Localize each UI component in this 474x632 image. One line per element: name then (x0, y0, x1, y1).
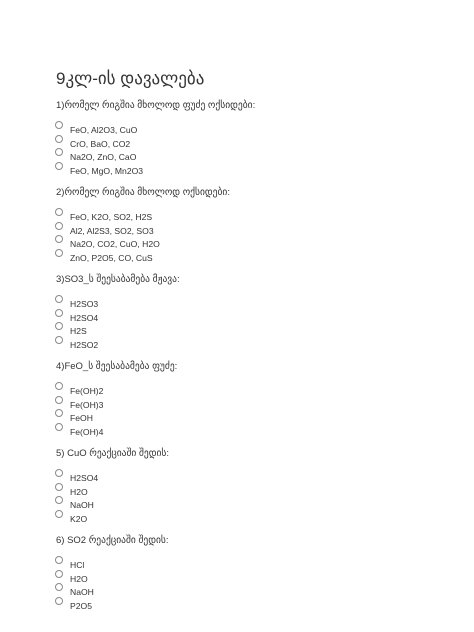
answer-option[interactable] (56, 223, 436, 237)
question-6 (56, 535, 436, 611)
answer-option[interactable] (56, 296, 436, 310)
radio-button-icon[interactable] (55, 469, 63, 477)
option-label: H2SO4 (70, 473, 99, 483)
radio-button-icon[interactable] (55, 249, 63, 257)
question-4 (56, 361, 436, 437)
answer-option[interactable] (56, 571, 436, 585)
option-label: H2SO3 (70, 299, 99, 309)
option-label: ZnO, P2O5, CO, CuS (70, 252, 153, 263)
radio-button-icon[interactable] (55, 396, 63, 404)
radio-button-icon[interactable] (55, 309, 63, 317)
radio-button-icon[interactable] (55, 162, 63, 170)
option-label: FeO, Al2O3, CuO (70, 125, 138, 135)
radio-button-icon[interactable] (55, 570, 63, 578)
page-title: 9კლ-ის დავალება (56, 69, 205, 88)
answer-option[interactable] (56, 136, 436, 150)
option-label: FeOH (70, 413, 93, 423)
option-label: Al2, Al2S3, SO2, SO3 (70, 225, 154, 236)
option-label: FeO, K2O, SO2, H2S (70, 212, 153, 222)
option-label: P2O5 (70, 600, 92, 611)
question-text: 6) SO2 რეაქციაში შედის: (56, 535, 169, 546)
option-label: H2O (70, 486, 88, 497)
option-label: H2SO2 (70, 339, 99, 350)
question-text: 3)SO3_ს შეესაბამება მჟავა: (56, 274, 180, 285)
answer-option[interactable] (56, 323, 436, 337)
question-text: 1)რომელ რიგშია მხოლოდ ფუძე ოქსიდები: (56, 100, 256, 111)
radio-button-icon[interactable] (55, 148, 63, 156)
radio-button-icon[interactable] (55, 597, 63, 605)
option-label: HCl (70, 560, 85, 570)
answer-option[interactable] (56, 470, 436, 484)
question-2 (56, 187, 436, 263)
radio-button-icon[interactable] (55, 208, 63, 216)
radio-button-icon[interactable] (55, 121, 63, 129)
radio-button-icon[interactable] (55, 222, 63, 230)
answer-option[interactable] (56, 511, 436, 525)
radio-button-icon[interactable] (55, 295, 63, 303)
option-label: Na2O, CO2, CuO, H2O (70, 239, 160, 249)
radio-button-icon[interactable] (55, 322, 63, 330)
answer-option[interactable] (56, 236, 436, 250)
answer-option[interactable] (56, 424, 436, 438)
radio-button-icon[interactable] (55, 409, 63, 417)
answer-option[interactable] (56, 383, 436, 397)
option-label: K2O (70, 513, 88, 524)
option-label: H2O (70, 573, 88, 584)
answer-option[interactable] (56, 337, 436, 351)
radio-button-icon[interactable] (55, 496, 63, 504)
radio-button-icon[interactable] (55, 382, 63, 390)
option-label: NaOH (70, 500, 94, 510)
document-page (56, 70, 436, 611)
answer-option[interactable] (56, 209, 436, 223)
option-label: Fe(OH)2 (70, 386, 104, 396)
radio-button-icon[interactable] (55, 556, 63, 564)
answer-option[interactable] (56, 584, 436, 598)
answer-option[interactable] (56, 497, 436, 511)
answer-option[interactable] (56, 122, 436, 136)
answer-option[interactable] (56, 397, 436, 411)
radio-button-icon[interactable] (55, 235, 63, 243)
question-text: 2)რომელ რიგშია მხოლოდ ოქსიდები: (56, 187, 230, 198)
answer-option[interactable] (56, 557, 436, 571)
answer-option[interactable] (56, 250, 436, 264)
question-text: 5) CuO რეაქციაში შედის: (56, 448, 170, 459)
option-label: CrO, BaO, CO2 (70, 138, 131, 149)
question-3 (56, 274, 436, 350)
answer-option[interactable] (56, 598, 436, 612)
option-label: Na2O, ZnO, CaO (70, 152, 137, 162)
option-label: FeO, MgO, Mn2O3 (70, 165, 144, 176)
option-label: NaOH (70, 587, 94, 597)
answer-option[interactable] (56, 410, 436, 424)
radio-button-icon[interactable] (55, 510, 63, 518)
question-5 (56, 448, 436, 524)
question-1 (56, 100, 436, 176)
radio-button-icon[interactable] (55, 336, 63, 344)
answer-option[interactable] (56, 310, 436, 324)
radio-button-icon[interactable] (55, 583, 63, 591)
option-label: Fe(OH)3 (70, 399, 104, 410)
radio-button-icon[interactable] (55, 483, 63, 491)
option-label: H2S (70, 326, 87, 336)
answer-option[interactable] (56, 163, 436, 177)
answer-option[interactable] (56, 484, 436, 498)
option-label: Fe(OH)4 (70, 426, 104, 437)
radio-button-icon[interactable] (55, 423, 63, 431)
question-text: 4)FeO_ს შეესაბამება ფუძე: (56, 361, 178, 372)
option-label: H2SO4 (70, 312, 99, 323)
radio-button-icon[interactable] (55, 135, 63, 143)
answer-option[interactable] (56, 149, 436, 163)
